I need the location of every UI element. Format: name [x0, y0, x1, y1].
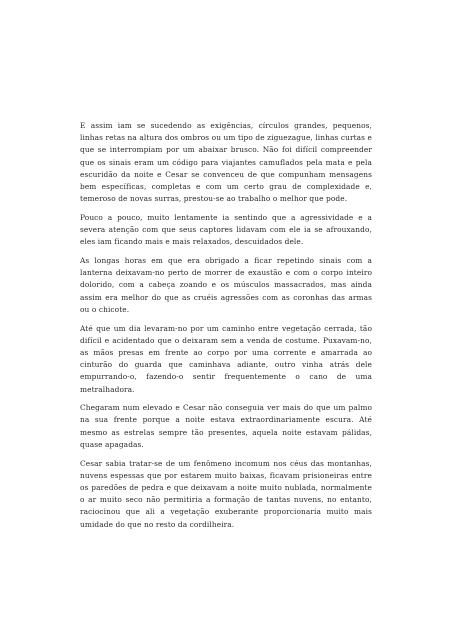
page-text — [80, 120, 372, 537]
paragraph-5: Chegaram num elevado e Cesar não conseguia ver mais do que um palmo na sua frente porque a noite estava extraordinariamente escura. Até mesmo as estrelas sempre tão presentes, aquela noite estavam pálidas, quase apagadas. — [80, 403, 372, 449]
paragraph-2: Pouco a pouco, muito lentamente ia sentindo que a agressividade e a severa atenção com que seus captores lidavam com ele ia se afrouxando, eles iam ficando mais e mais relaxados, descuidados dele. — [80, 212, 372, 247]
paragraph-1: E assim iam se sucedendo as exigências, círculos grandes, pequenos, linhas retas na altura dos ombros ou um tipo de ziguezague, linhas curtas e que se interrompiam por um abaixar brusco. Não foi difícil compreender que os sinais eram um código para viajantes camuflados pela mata e pela escuridão da noite e Cesar se convenceu de que compunham mensagens bem específicas, completas e com um certo grau de complexidade e, temeroso de novas surras, prestou-se ao trabalho o melhor que pode. — [80, 121, 372, 204]
paragraph-4: Até que um dia levaram-no por um caminho entre vegetação cerrada, tão difícil e acidentado que o deixaram sem a venda de costume. Puxavam-no, as mãos presas em frente ao corpo por uma corrente e amarrada ao cinturão do guarda que caminhava adiante, outro vinha atrás dele empurrando-o, fazendo-o sentir frequentemente o cano de uma metralhadora. — [80, 323, 372, 394]
paragraph-3: As longas horas em que era obrigado a ficar repetindo sinais com a lanterna deixavam-no perto de morrer de exaustão e com o corpo inteiro dolorido, com a cabeça zoando e os músculos massacrados, mas ainda assim era melhor do que as cruéis agressões com as coronhas das armas ou o chicote. — [80, 256, 372, 314]
paragraph-6: Cesar sabia tratar-se de um fenômeno incomum nos céus das montanhas, nuvens espessas que por estarem muito baixas, ficavam prisioneiras entre os paredões de pedra e que deixavam a noite muito nublada, normalmente o ar muito seco não permitiria a formação de tantas nuvens, no entanto, raciocinou que ali a vegetação exuberante proporcionaria muito mais umidade do que no resto da cordilheira. — [80, 458, 372, 529]
